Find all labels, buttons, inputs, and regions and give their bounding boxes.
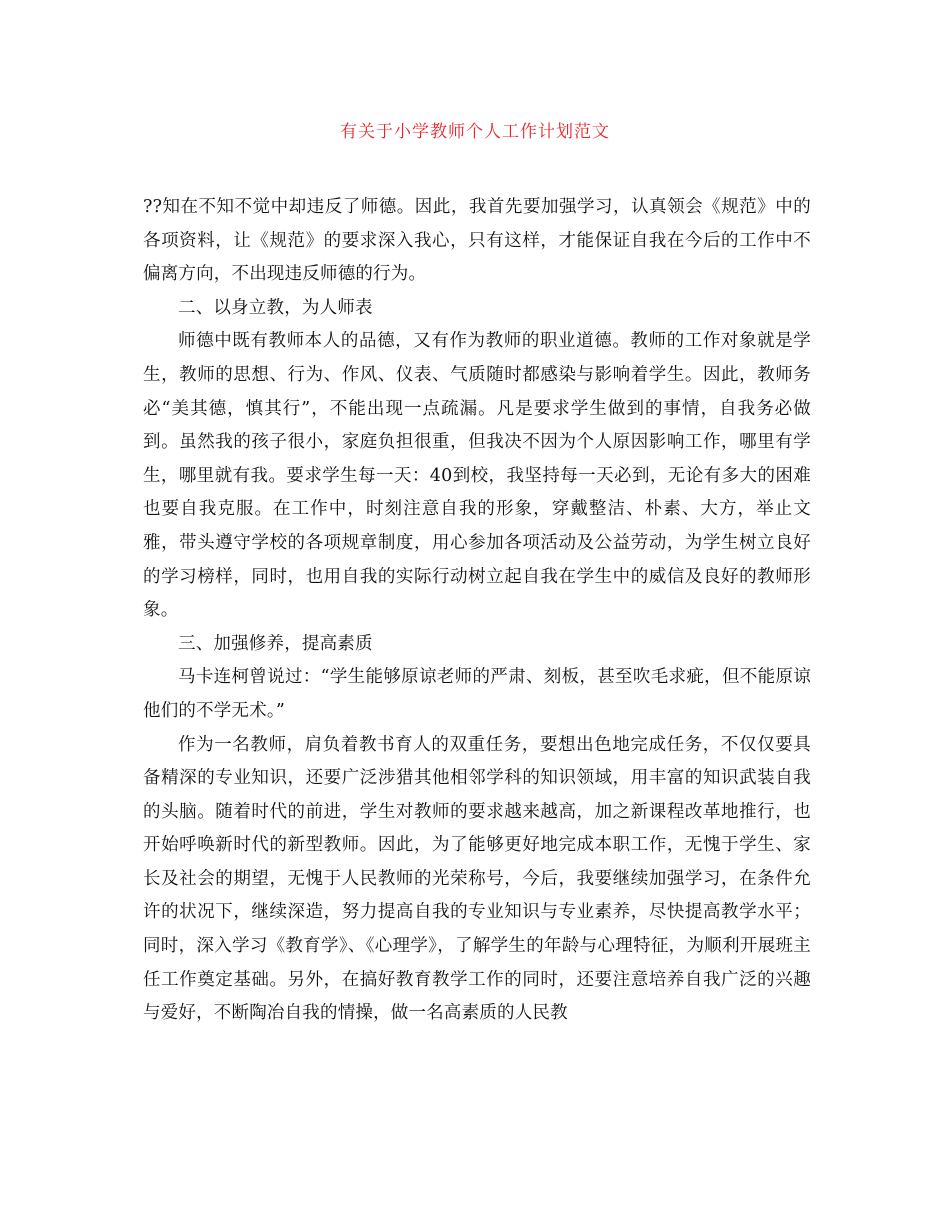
paragraph-continuation: ??知在不知不觉中却违反了师德。因此，我首先要加强学习，认真领会《规范》中的各项资料，让《规范》的要求深入我心，只有这样，才能保证自我在今后的工作中不偏离方向，不出现违反师德的行为。 — [143, 197, 811, 285]
paragraph-teacher-ethics: 师德中既有教师本人的品德，又有作为教师的职业道德。教师的工作对象就是学生，教师的思想、行为、作风、仪表、气质随时都感染与影响着学生。因此，教师务必“美其德，慎其行”，不能出现一点疏漏。凡是要求学生做到的事情，自我务必做到。虽然我的孩子很小，家庭负担很重，但我决不因为个人原因影响工作，哪里有学生，哪里就有我。要求学生每一天：40到校，我坚持每一天必到，无论有多大的困难也要自我克服。在工作中，时刻注意自我的形象，穿戴整洁、朴素、大方，举止文雅，带头遵守学校的各项规章制度，用心参加各项活动及公益劳动，为学生树立良好的学习榜样，同时，也用自我的实际行动树立起自我在学生中的威信及良好的教师形象。 — [143, 331, 811, 621]
section-heading-3: 三、加强修养，提高素质 — [178, 633, 373, 654]
document-title: 有关于小学教师个人工作计划范文 — [340, 122, 610, 142]
paragraph-teacher-role: 作为一名教师，肩负着教书育人的双重任务，要想出色地完成任务，不仅仅要具备精深的专业知识，还要广泛涉猎其他相邻学科的知识领域，用丰富的知识武装自我的头脑。随着时代的前进，学生对教师的要求越来越高，加之新课程改革地推行，也开始呼唤新时代的新型教师。因此，为了能够更好地完成本职工作，无愧于学生、家长及社会的期望，无愧于人民教师的光荣称号，今后，我要继续加强学习，在条件允许的状况下，继续深造，努力提高自我的专业知识与专业素养，尽快提高教学水平；同时，深入学习《教育学》、《心理学》，了解学生的年龄与心理特征，为顺利开展班主任工作奠定基础。另外，在搞好教育教学工作的同时，还要注意培养自我广泛的兴趣与爱好，不断陶冶自我的情操，做一名高素质的人民教 — [143, 734, 811, 1024]
section-heading-2: 二、以身立教，为人师表 — [178, 297, 373, 318]
paragraph-quote: 马卡连柯曾说过：“学生能够原谅老师的严肃、刻板，甚至吹毛求疵，但不能原谅他们的不学无术。” — [143, 667, 811, 721]
document-body — [143, 191, 811, 1031]
